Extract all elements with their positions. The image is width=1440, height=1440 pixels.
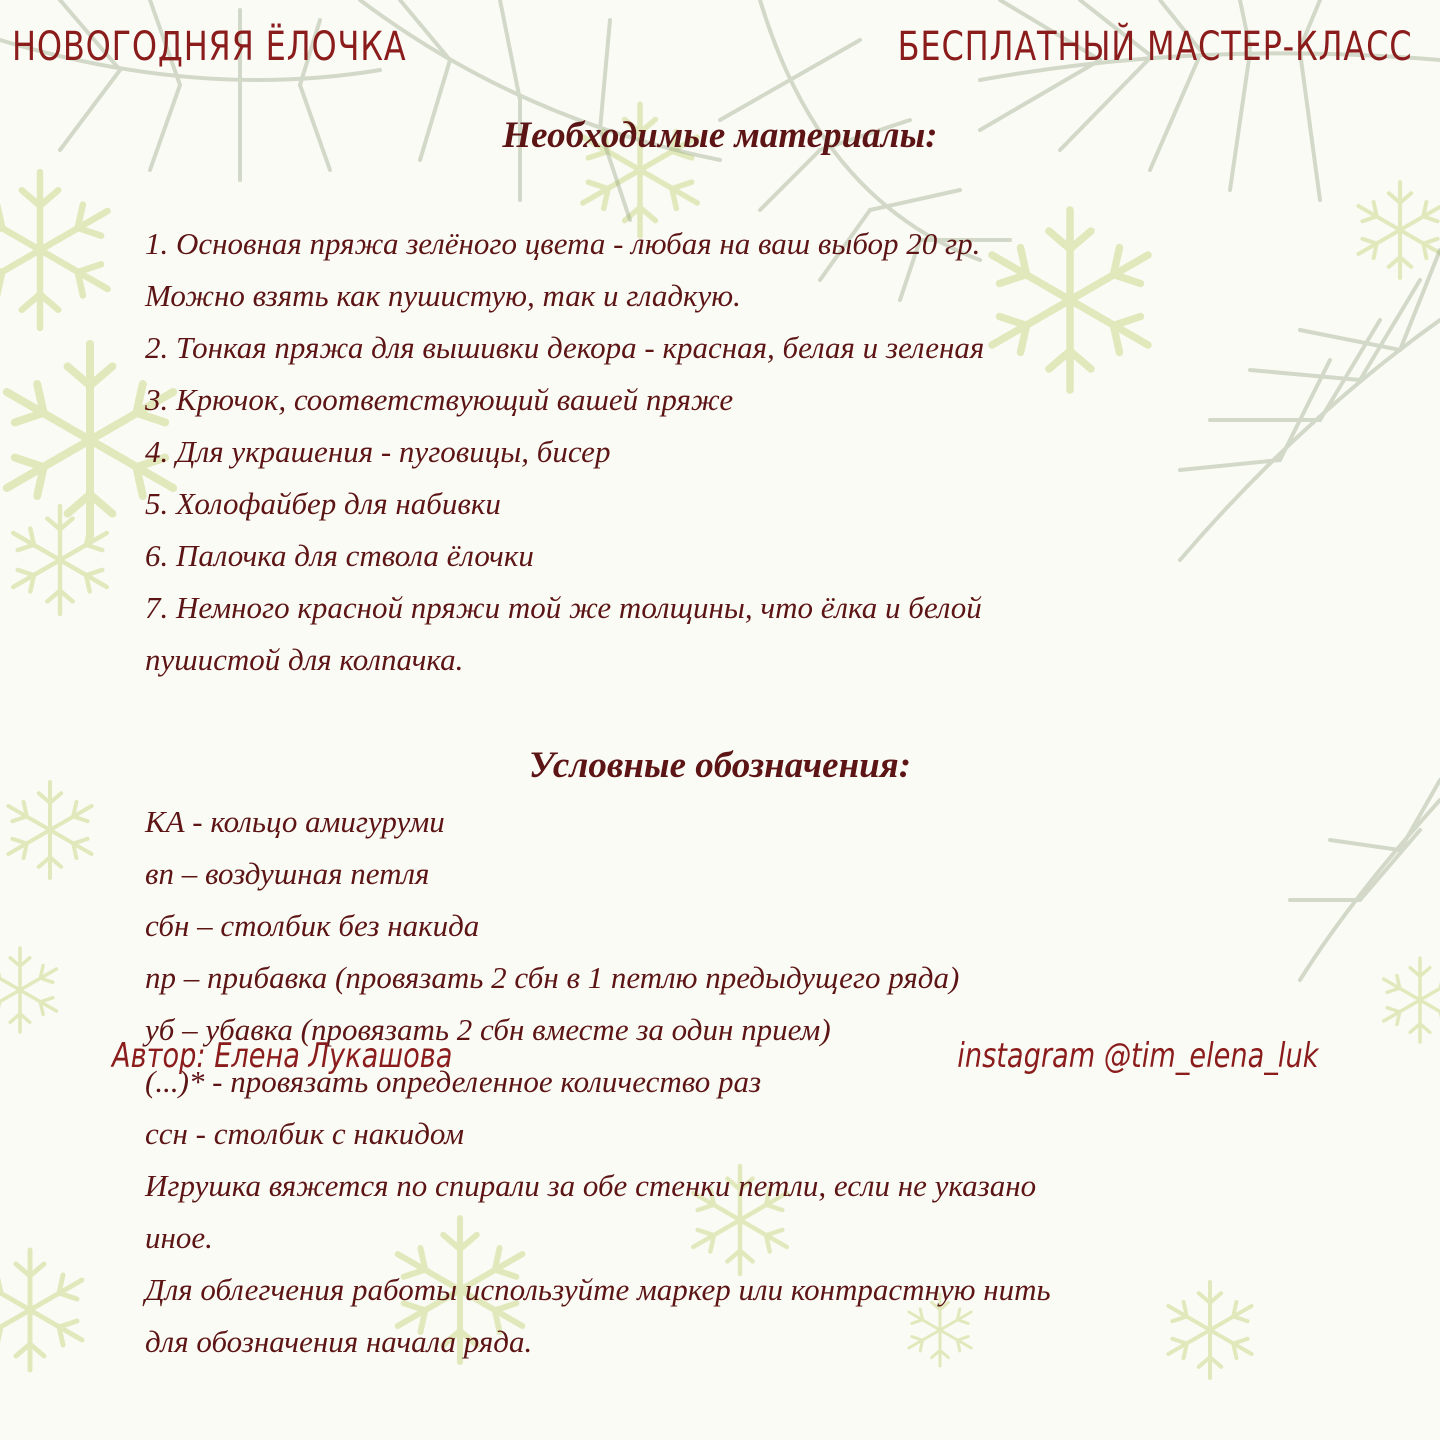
materials-line: 2. Тонкая пряжа для вышивки декора - красная, белая и зеленая [145,330,985,365]
page-subtitle: БЕСПЛАТНЫЙ МАСТЕР-КЛАСС [897,24,1412,70]
legend-line: сбн – столбик без накида [145,908,480,943]
materials-list [145,218,1345,686]
materials-line: 5. Холофайбер для набивки [145,486,501,521]
legend-line: КА - кольцо амигуруми [145,804,445,839]
materials-line: 6. Палочка для ствола ёлочки [145,538,534,573]
materials-line: 7. Немного красной пряжи той же толщины, что ёлка и белой [145,590,982,625]
materials-line: Можно взять как пушистую, так и гладкую. [145,278,741,313]
legend-line: уб – убавка (провязать 2 сбн вместе за один прием) [145,1012,831,1047]
instagram-handle: instagram @tim_elena_luk [956,1036,1318,1076]
materials-line: пушистой для колпачка. [145,642,464,677]
legend-heading: Условные обозначения: [528,745,912,786]
materials-line: 1. Основная пряжа зелёного цвета - любая на ваш выбор 20 гр. [145,226,981,261]
author-credit: Автор: Елена Лукашова [112,1036,453,1076]
legend-line: вп – воздушная петля [145,856,430,891]
legend-list [145,796,1345,1368]
legend-line: иное. [145,1220,213,1255]
materials-heading: Необходимые материалы: [502,115,938,156]
page-title: НОВОГОДНЯЯ ЁЛОЧКА [12,24,407,70]
legend-line: ссн - столбик с накидом [145,1116,465,1151]
legend-line: пр – прибавка (провязать 2 сбн в 1 петлю предыдущего ряда) [145,960,960,995]
legend-line: Игрушка вяжется по спирали за обе стенки петли, если не указано [145,1168,1037,1203]
materials-line: 4. Для украшения - пуговицы, бисер [145,434,611,469]
legend-line: (...)* - провязать определенное количество раз [145,1064,762,1099]
materials-line: 3. Крючок, соответствующий вашей пряже [145,382,734,417]
legend-line: для обозначения начала ряда. [145,1324,533,1359]
legend-line: Для облегчения работы используйте маркер или контрастную нить [145,1272,1051,1307]
